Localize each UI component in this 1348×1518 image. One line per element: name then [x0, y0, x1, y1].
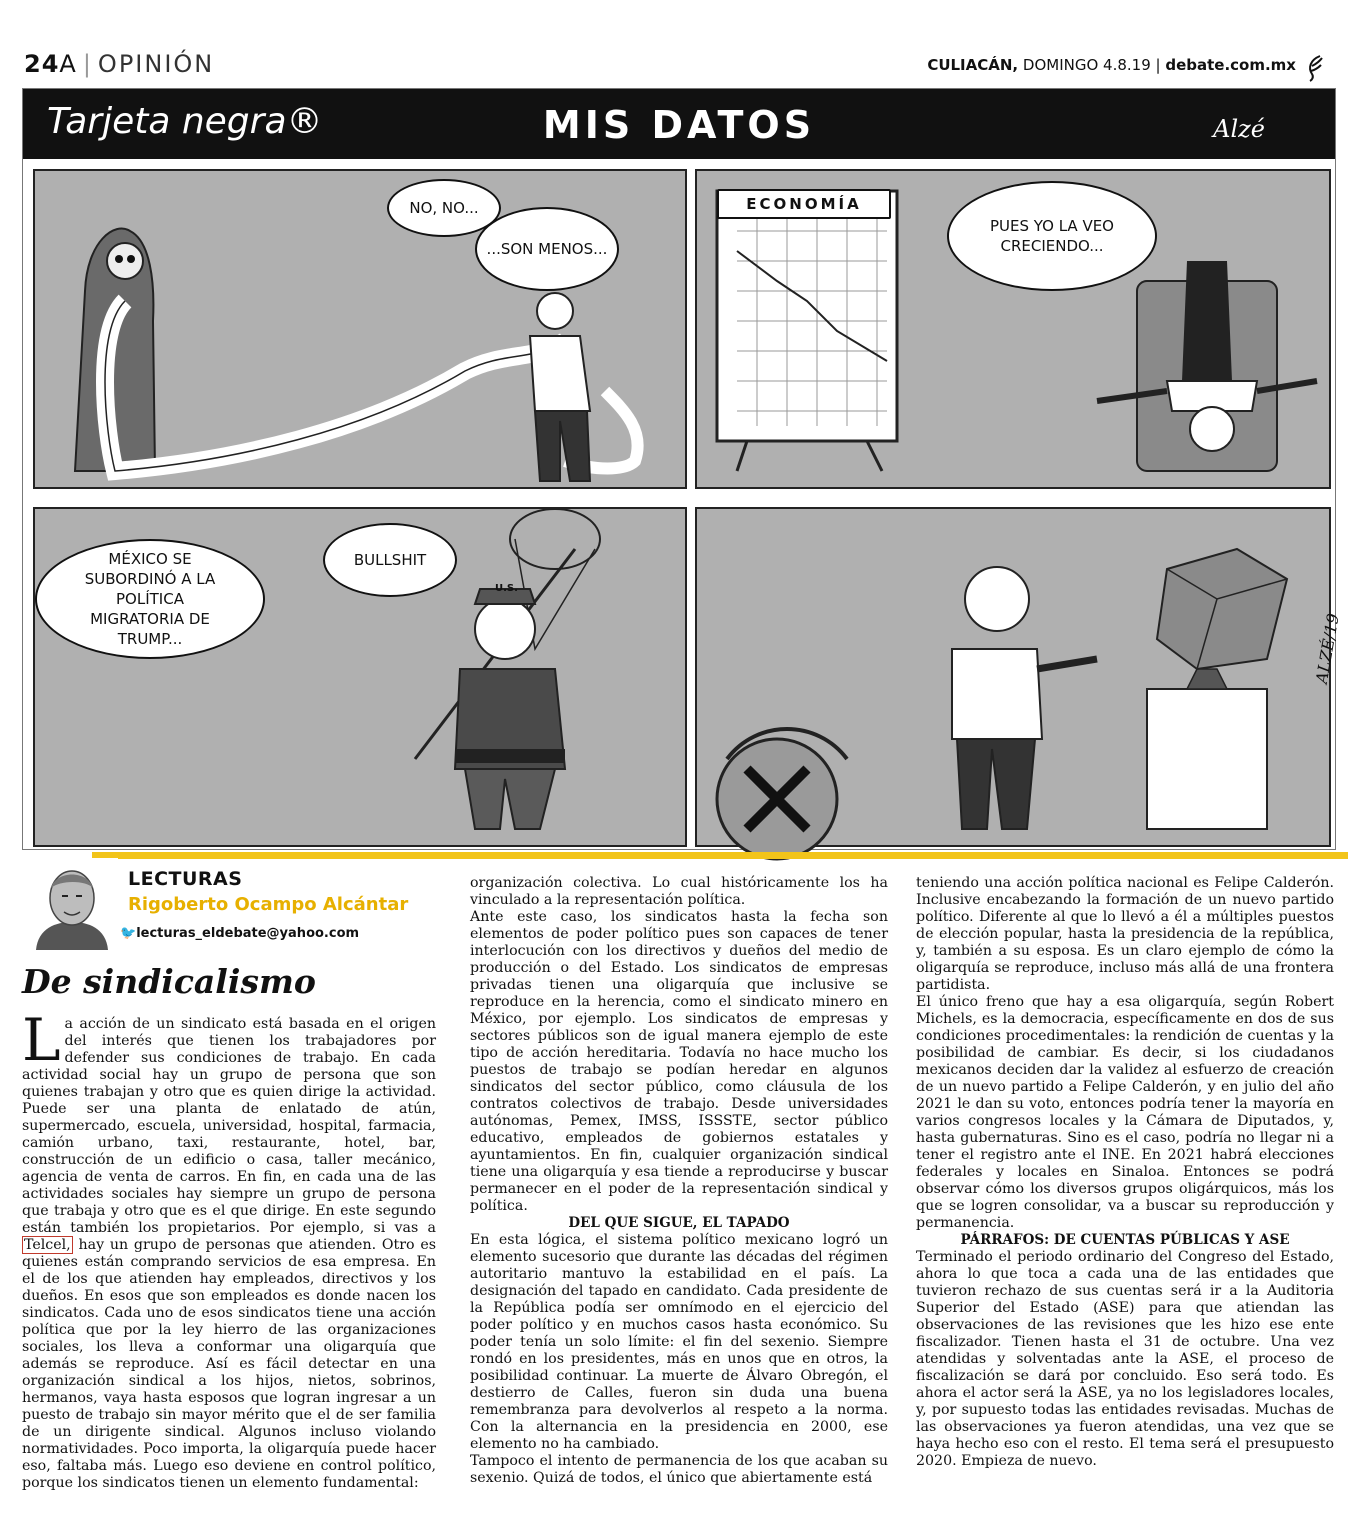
- speech-bubble-son-menos: ...SON MENOS...: [475, 207, 619, 291]
- author-email[interactable]: lecturas_eldebate@yahoo.com: [136, 926, 360, 941]
- paragraph: Terminado el periodo ordinario del Congreso del Estado, ahora lo que toca a cada una de las entidades que tuvieron rechazo de sus cuentas será ir a la Auditoria Superior del Estado (ASE) para que atiendan las observaciones de las revisiones que les hizo ese ente fiscalizador. Tienen hasta el 31 de octubre. Una vez atendidas y solventadas ante la ASE, el proceso de fiscalización se dará por concluido. Eso será todo. Es ahora el actor será la ASE, ya no los legisladores locales, y, por supuesto todas las entidades revisadas. Muchas de las observaciones ya fueron atendidas, una vez que se haya hecho eso con el resto. El tema será el presupuesto 2020. Empieza de nuevo.: [916, 1249, 1334, 1469]
- cartoonist-signature: Alzé: [1213, 115, 1265, 143]
- cartoon-title: MIS DATOS: [542, 103, 816, 147]
- section-name: OPINIÓN: [97, 50, 215, 78]
- telcel-link[interactable]: Telcel,: [24, 1237, 71, 1253]
- edition-city: CULIACÁN,: [927, 56, 1019, 74]
- cartoon-panel-4: [695, 507, 1343, 847]
- paragraph-text: hay un grupo de personas que atienden. Otro es quienes están comprando servicios de esa empresa. En el de los que atienden hay empleados, directivos y los dueños. En esos que son empleados es donde nacen los sindicatos. Cada uno de esos sindicatos tiene una acción política que por la ley hierro de las organizaciones sociales, los lleva a conformar una oligarquía que además se reproduce. Así es fácil detectar en una organización sindical a los hijos, nietos, sobrinos, hermanos, vaya hasta esposos que logran ingresar a un puesto de trabajo sin mayor mérito que el de ser familia de un dirigente sindical. Algunos incluso violando normatividades. Poco importa, la oligarquía puede hacer eso, faltaba más. Luego eso deviene en control político, porque los sindicatos tienen un elemento fundamental:: [22, 1237, 436, 1491]
- section-accent-line: [92, 852, 1348, 859]
- economia-chart-label: ECONOMÍA: [717, 189, 891, 219]
- author-photo: [26, 858, 118, 950]
- page-section-label: [24, 50, 214, 78]
- cap-label: U.S.: [495, 583, 518, 594]
- edition-info: [927, 56, 1296, 74]
- site-link[interactable]: debate.com.mx: [1165, 56, 1296, 74]
- page-suffix: A: [59, 50, 77, 78]
- bird-icon: 🐦: [120, 926, 137, 941]
- paragraph: [22, 1006, 436, 1492]
- speech-bubble-mexico: MÉXICO SE SUBORDINÓ A LA POLÍTICA MIGRATORIA DE TRUMP...: [35, 539, 265, 659]
- subheading: PÁRRAFOS: DE CUENTAS PÚBLICAS Y ASE: [960, 1232, 1290, 1248]
- header-separator: |: [82, 50, 92, 78]
- author-name: Rigoberto Ocampo Alcántar: [128, 894, 409, 915]
- paragraph: El único freno que hay a esa oligarquía, según Robert Michels, es la democracia, específicamente en dos de sus condiciones procedimentales: la rendición de cuentas y la posibilidad de cambiar. Es decir, si los ciudadanos mexicanos deciden dar la validez al esfuerzo de creación de un nuevo partido a Felipe Calderón, y en julio del año 2021 le dan su voto, entonces podría tener la mayoría en varios congresos locales y la Cámara de Diputados, y, hasta gubernaturas. Sino es el caso, podría no llegar ni a tener el registro ante el INE. En 2021 habrá elecciones federales y locales en Sinaloa. Entonces se podrá observar cómo los diversos grupos oligárquicos, más los que se logren consolidar, va a buscar su reproducción y permanencia.: [916, 994, 1334, 1231]
- edition-date: DOMINGO 4.8.19 |: [1018, 56, 1166, 74]
- author-email-row: [120, 926, 359, 941]
- paragraph: Tampoco el intento de permanencia de los que acaban su sexenio. Quizá de todos, el único que abiertamente está: [470, 1453, 888, 1486]
- page-header: [24, 50, 1324, 82]
- article-title: De sindicalismo: [22, 962, 316, 1001]
- paragraph: teniendo una acción política nacional es Felipe Calderón. Inclusive encabezando la formación de un nuevo partido político. Diferente al que lo llevó a él a múltiples puestos de elección popular, hasta la presidencia de la república, y, también a su esposa. Es un claro ejemplo de cómo la oligarquía se reproduce, incluso más allá de una frontera partidista.: [916, 875, 1334, 993]
- cartoon-title-bar: [23, 89, 1335, 159]
- speech-bubble-bullshit: BULLSHIT: [323, 523, 457, 597]
- article-column-2: [470, 875, 888, 1487]
- editorial-cartoon: [22, 88, 1343, 850]
- cartoon-panel-2: [695, 169, 1331, 489]
- feather-logo-icon: [1306, 54, 1324, 82]
- speech-bubble-no-no: NO, NO...: [387, 179, 501, 237]
- panel-4-signature: ALZÉ/19: [1311, 612, 1343, 685]
- page-number: 24: [24, 50, 60, 78]
- drop-cap: L: [22, 1006, 61, 1074]
- paragraph: organización colectiva. Lo cual históricamente los ha vinculado a la representación política.: [470, 875, 888, 908]
- panel-4-drawing: [697, 509, 1329, 845]
- article-column-3: [916, 875, 1334, 1470]
- paragraph-text: a acción de un sindicato está basada en el origen del interés que tienen los trabajadores por defender sus condiciones de trabajo. En cada actividad social hay un grupo de persona que son quienes trabajan y otro que es quien dirige la actividad. Puede ser una planta de enlatado de atún, supermercado, escuela, universidad, hospital, farmacia, camión urbano, taxi, restaurante, hotel, bar, construcción de un edificio o casa, taller mecánico, agencia de venta de carros. En fin, en cada una de las actividades sociales hay siempre un grupo de persona que trabaja y otro que es el que dirige. En este segundo están también los propietarios. Por ejemplo, si vas a: [22, 1016, 436, 1236]
- column-kicker: LECTURAS: [128, 868, 243, 890]
- cartoon-panel-1: [33, 169, 687, 489]
- subheading: DEL QUE SIGUE, EL TAPADO: [568, 1215, 790, 1231]
- cartoon-panel-3: [33, 507, 687, 847]
- paragraph: En esta lógica, el sistema político mexicano logró un elemento sucesorio que durante las décadas del régimen autoritario mantuvo la estabilidad en el país. La designación del tapado en candidato. Cada presidente de la República podía ser omnímodo en el ejercicio del poder político y en muchos casos hasta económico. Su poder tenía un solo límite: el fin del sexenio. Siempre rondó en los presidentes, más en unos que en otros, la posibilidad continuar. La muerte de Álvaro Obregón, el destierro de Calles, fueron sin duda una buena remembranza para devolverlos al respeto a la norma. Con la alternancia en la presidencia en 2000, ese elemento no ha cambiado.: [470, 1232, 888, 1452]
- paragraph: Ante este caso, los sindicatos hasta la fecha son elementos de poder político pues son capaces de tener interlocución con los directivos y dueños del medio de producción o del Estado. Los sindicatos de empresas privadas tienen una oligarquía que inclusive se reproduce en la herencia, como el sindicato minero en México, por ejemplo. Los sindicatos de empresas y sectores públicos son de igual manera ejemplo de este tipo de acción hereditaria. Todavía no hace mucho los puestos de trabajo se podían heredar en algunos sindicatos del sector público, como cláusula de los contratos colectivos de trabajo. Desde universidades autónomas, Pemex, IMSS, ISSSTE, sector público educativo, empleados de gobiernos estatales y ayuntamientos. En fin, cualquier organización sindical tiene una oligarquía y esa tiende a reproducirse y buscar permanecer en el poder de la representación sindical y política.: [470, 909, 888, 1214]
- speech-bubble-creciendo: PUES YO LA VEO CRECIENDO...: [947, 181, 1157, 291]
- article-column-1: [22, 1006, 436, 1492]
- cartoon-series-title: Tarjeta negra®: [47, 101, 323, 142]
